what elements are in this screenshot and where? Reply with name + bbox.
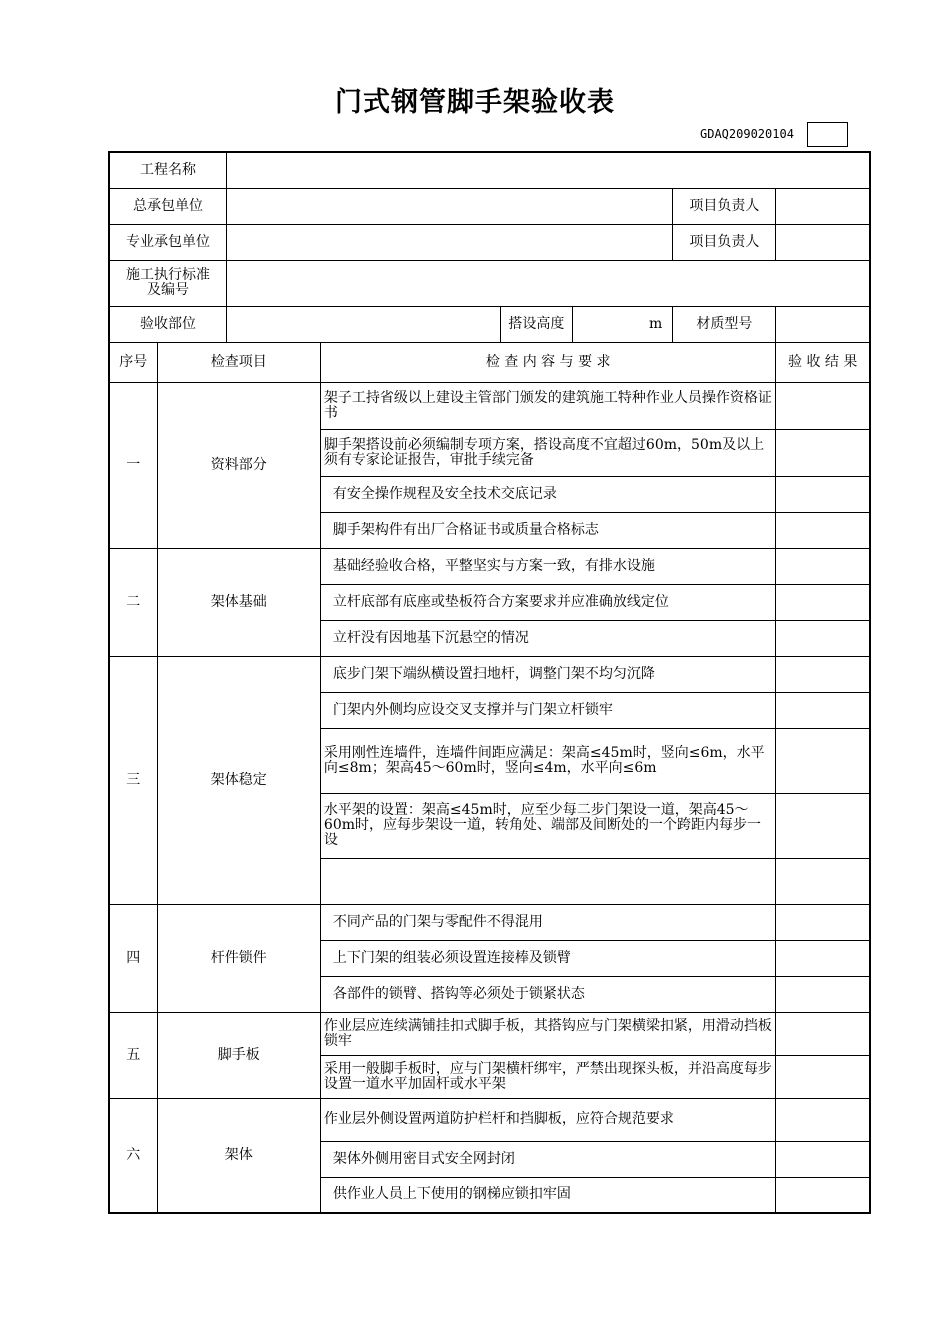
check-item: 上下门架的组装必须设置连接棒及锁臂 bbox=[320, 940, 776, 976]
section-seq: 二 bbox=[109, 548, 157, 656]
location-value[interactable] bbox=[226, 306, 500, 342]
check-item: 架体外侧用密目式安全网封闭 bbox=[320, 1141, 776, 1177]
check-item: 作业层外侧设置两道防护栏杆和挡脚板，应符合规范要求 bbox=[320, 1098, 776, 1141]
section-name: 架体 bbox=[157, 1098, 320, 1213]
check-item: 脚手架搭设前必须编制专项方案，搭设高度不宜超过60m，50m及以上须有专家论证报告，审批手续完备 bbox=[320, 429, 776, 476]
result-cell[interactable] bbox=[776, 940, 870, 976]
location-label: 验收部位 bbox=[109, 306, 226, 342]
result-cell[interactable] bbox=[776, 1098, 870, 1141]
check-item: 各部件的锁臂、搭钩等必须处于锁紧状态 bbox=[320, 976, 776, 1012]
result-cell[interactable] bbox=[776, 1055, 870, 1098]
col-seq: 序号 bbox=[109, 342, 157, 382]
result-cell[interactable] bbox=[776, 584, 870, 620]
project-manager-value[interactable] bbox=[776, 188, 870, 224]
result-cell[interactable] bbox=[776, 512, 870, 548]
sub-contractor-label: 专业承包单位 bbox=[109, 224, 226, 260]
section-seq: 三 bbox=[109, 656, 157, 904]
check-item: 作业层应连续满铺挂扣式脚手板，其搭钩应与门架横梁扣紧，用滑动挡板锁牢 bbox=[320, 1012, 776, 1055]
section-seq: 一 bbox=[109, 382, 157, 548]
sub-contractor-value[interactable] bbox=[226, 224, 672, 260]
check-item: 水平架的设置：架高≤45m时，应至少每二步门架设一道，架高45～60m时，应每步架设一道，转角处、端部及间断处的一个跨距内每步一设 bbox=[320, 793, 776, 858]
check-item-empty bbox=[320, 858, 776, 904]
result-cell[interactable] bbox=[776, 1177, 870, 1213]
section-name: 资料部分 bbox=[157, 382, 320, 548]
check-item: 采用刚性连墙件，连墙件间距应满足：架高≤45m时，竖向≤6m，水平向≤8m；架高45～60m时，竖向≤4m，水平向≤6m bbox=[320, 728, 776, 793]
check-item: 不同产品的门架与零配件不得混用 bbox=[320, 904, 776, 940]
result-cell[interactable] bbox=[776, 620, 870, 656]
result-cell[interactable] bbox=[776, 1012, 870, 1055]
result-cell[interactable] bbox=[776, 548, 870, 584]
material-value[interactable] bbox=[776, 306, 870, 342]
height-unit: m bbox=[648, 315, 663, 332]
check-item: 立杆底部有底座或垫板符合方案要求并应准确放线定位 bbox=[320, 584, 776, 620]
check-item: 立杆没有因地基下沉悬空的情况 bbox=[320, 620, 776, 656]
result-cell[interactable] bbox=[776, 858, 870, 904]
general-contractor-value[interactable] bbox=[226, 188, 672, 224]
section-name: 脚手板 bbox=[157, 1012, 320, 1098]
section-seq: 四 bbox=[109, 904, 157, 1012]
form-code: GDAQ209020104 bbox=[700, 127, 794, 141]
result-cell[interactable] bbox=[776, 976, 870, 1012]
col-item: 检查项目 bbox=[157, 342, 320, 382]
project-name-value[interactable] bbox=[226, 152, 870, 188]
project-name-label: 工程名称 bbox=[109, 152, 226, 188]
check-item: 有安全操作规程及安全技术交底记录 bbox=[320, 476, 776, 512]
material-label: 材质型号 bbox=[673, 306, 776, 342]
check-item: 底步门架下端纵横设置扫地杆，调整门架不均匀沉降 bbox=[320, 656, 776, 692]
height-label: 搭设高度 bbox=[500, 306, 573, 342]
result-cell[interactable] bbox=[776, 793, 870, 858]
height-value[interactable] bbox=[573, 306, 673, 342]
result-cell[interactable] bbox=[776, 728, 870, 793]
result-cell[interactable] bbox=[776, 382, 870, 429]
general-contractor-label: 总承包单位 bbox=[109, 188, 226, 224]
check-item: 供作业人员上下使用的钢梯应锁扣牢固 bbox=[320, 1177, 776, 1213]
result-cell[interactable] bbox=[776, 904, 870, 940]
result-cell[interactable] bbox=[776, 476, 870, 512]
section-name: 架体稳定 bbox=[157, 656, 320, 904]
check-item: 脚手架构件有出厂合格证书或质量合格标志 bbox=[320, 512, 776, 548]
check-item: 采用一般脚手板时，应与门架横杆绑牢，严禁出现探头板，并沿高度每步设置一道水平加固杆或水平架 bbox=[320, 1055, 776, 1098]
result-cell[interactable] bbox=[776, 692, 870, 728]
section-seq: 五 bbox=[109, 1012, 157, 1098]
col-result: 验 收 结 果 bbox=[776, 342, 870, 382]
section-seq: 六 bbox=[109, 1098, 157, 1213]
result-cell[interactable] bbox=[776, 656, 870, 692]
result-cell[interactable] bbox=[776, 1141, 870, 1177]
col-content: 检 查 内 容 与 要 求 bbox=[320, 342, 776, 382]
section-name: 杆件锁件 bbox=[157, 904, 320, 1012]
project-manager-label: 项目负责人 bbox=[673, 188, 776, 224]
check-item: 基础经验收合格，平整坚实与方案一致，有排水设施 bbox=[320, 548, 776, 584]
check-item: 门架内外侧均应设交叉支撑并与门架立杆锁牢 bbox=[320, 692, 776, 728]
section-name: 架体基础 bbox=[157, 548, 320, 656]
sub-project-manager-label: 项目负责人 bbox=[673, 224, 776, 260]
standard-value[interactable] bbox=[226, 260, 870, 306]
form-code-suffix-box[interactable] bbox=[807, 122, 848, 147]
check-item: 架子工持省级以上建设主管部门颁发的建筑施工特种作业人员操作资格证书 bbox=[320, 382, 776, 429]
result-cell[interactable] bbox=[776, 429, 870, 476]
acceptance-table bbox=[108, 151, 871, 1214]
standard-label: 施工执行标准及编号 bbox=[109, 260, 226, 306]
page-title: 门式钢管脚手架验收表 bbox=[335, 87, 615, 118]
sub-project-manager-value[interactable] bbox=[776, 224, 870, 260]
